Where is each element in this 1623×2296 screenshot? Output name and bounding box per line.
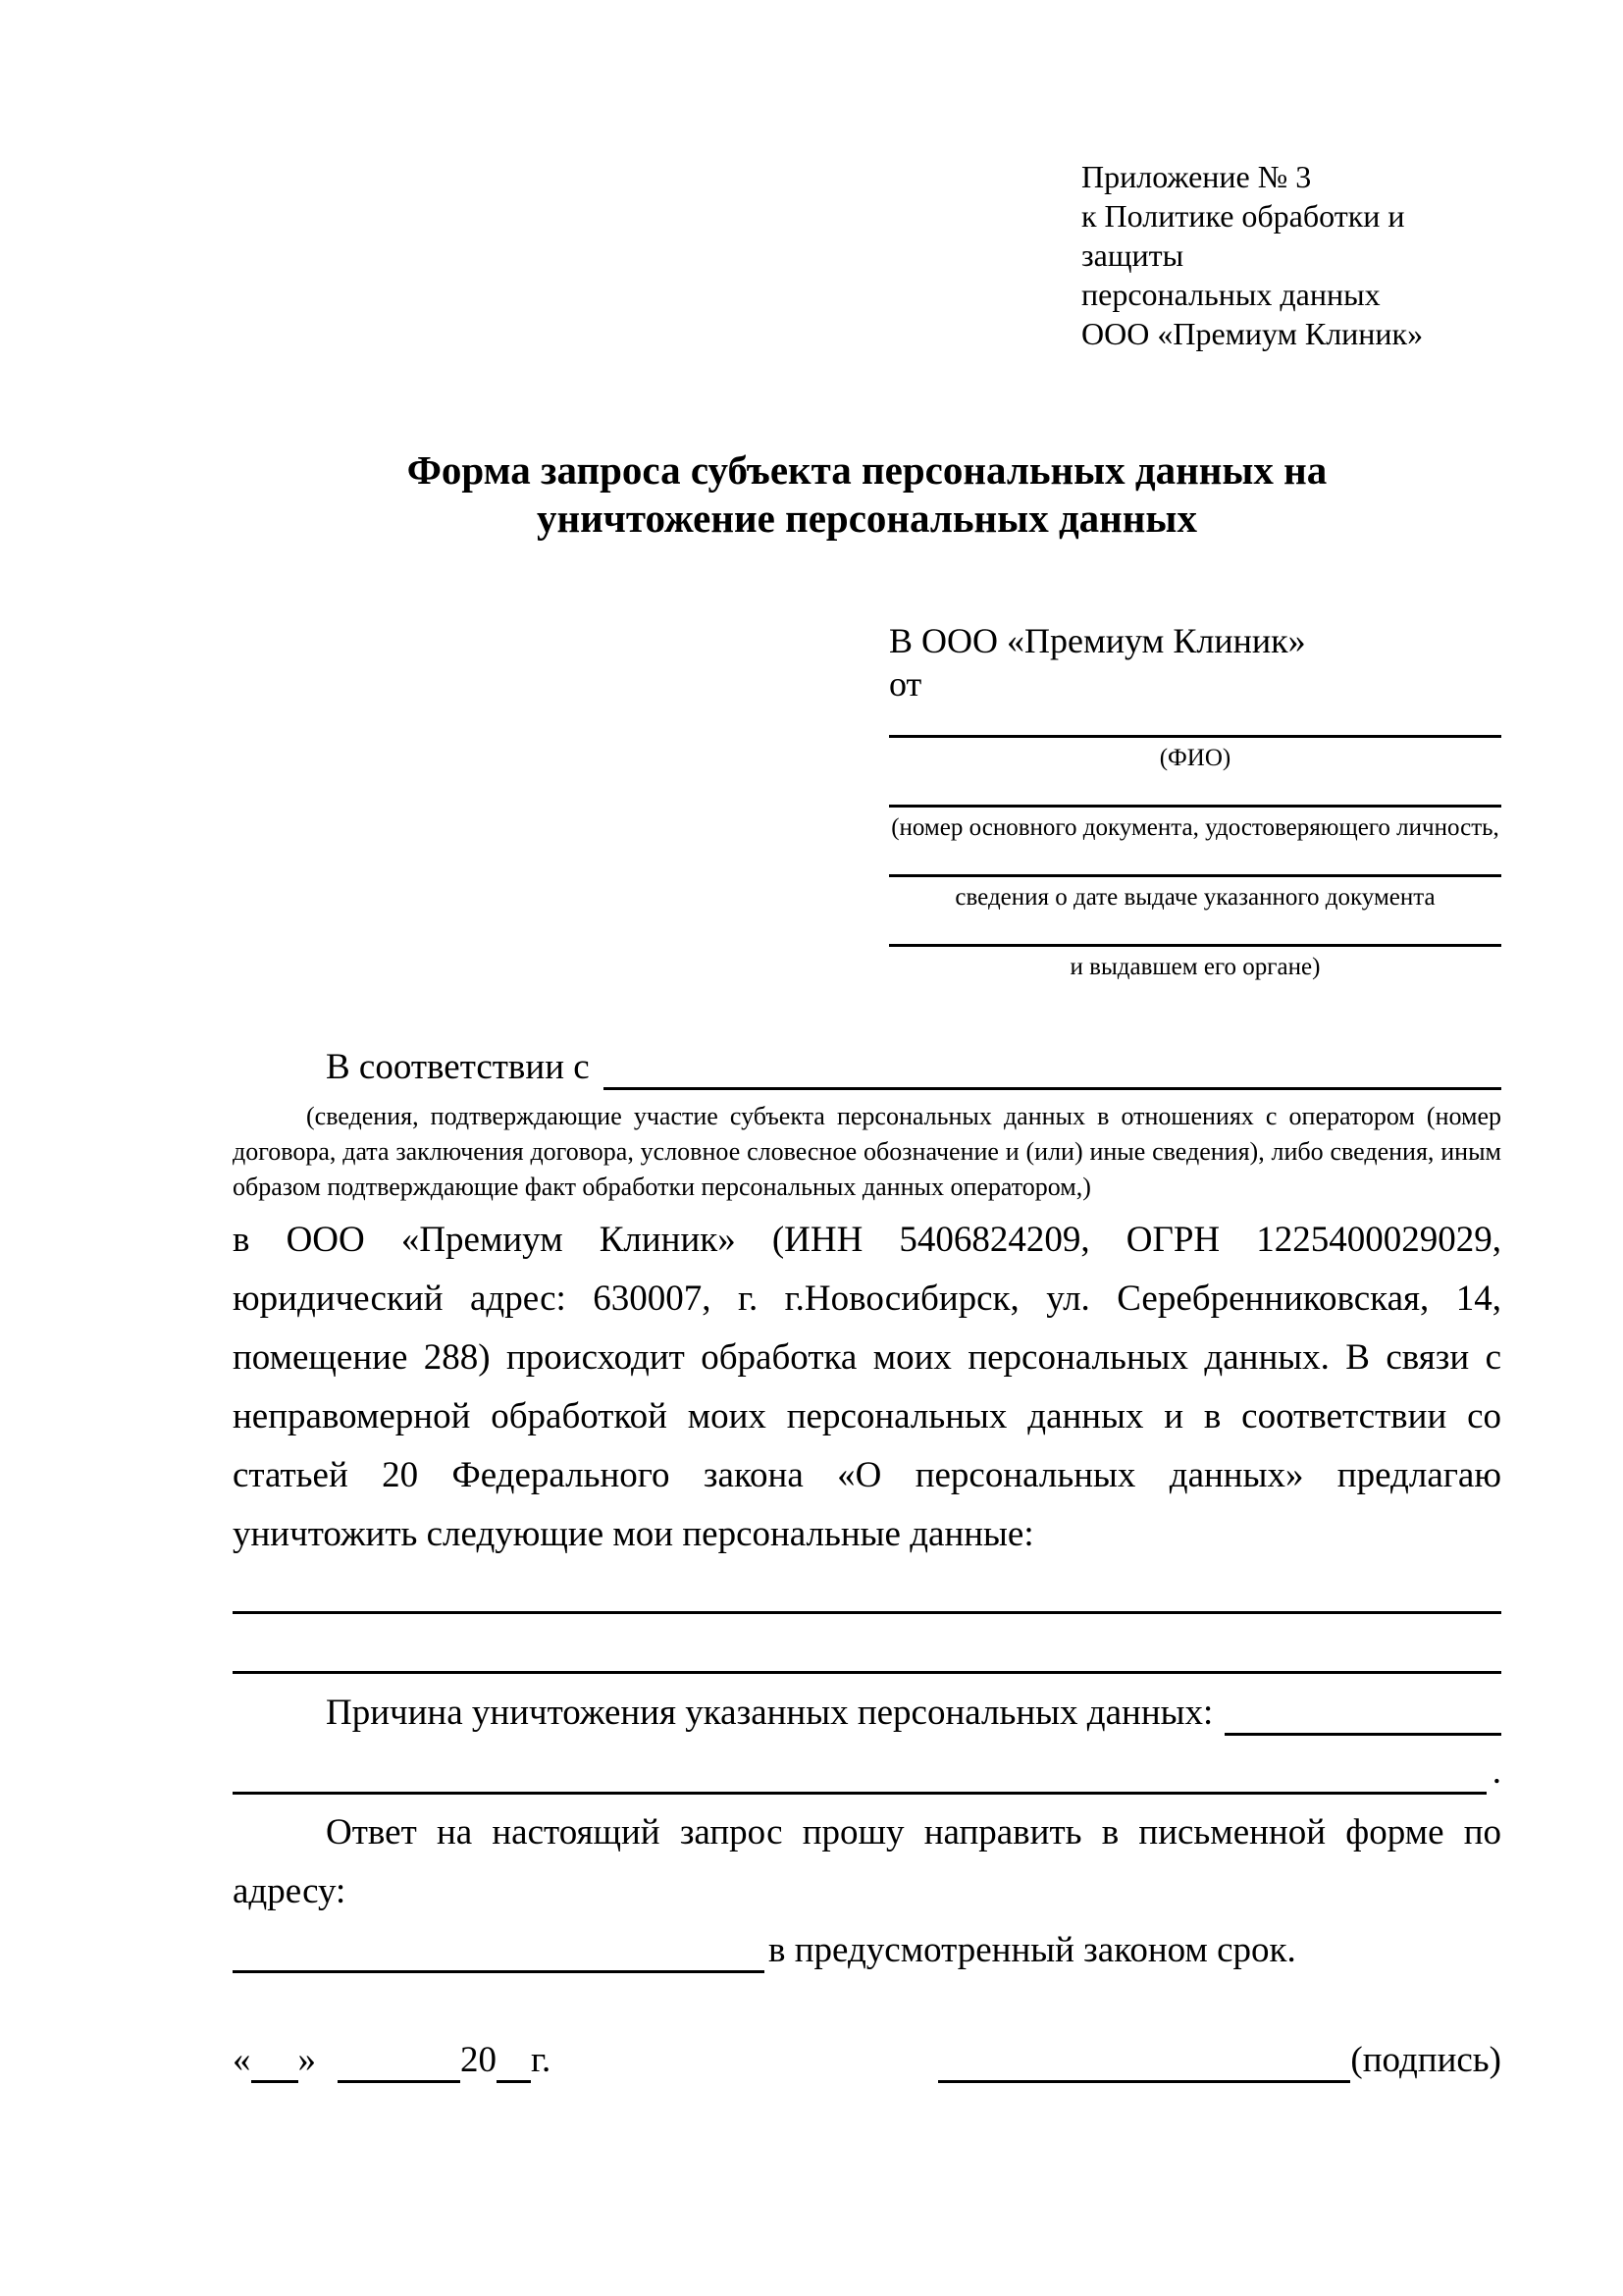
- body-paragraph: в ООО «Премиум Клиник» (ИНН 5406824209, ОГРН 1225400029029, юридический адрес: 630007, г. г.Новосибирск, ул. Серебренниковская, 14, помещение 288) происходит обработка моих персональных данных. В связи с неправомерной обработкой моих персональных данных и в соответствии со статьей 20 Федерального закона «О персональных данных» предлагаю уничтожить следующие мои персональные данные:: [233, 1220, 1501, 1554]
- date-group: [233, 2031, 550, 2090]
- organization-name: ООО «Премиум Клиник»: [1081, 316, 1424, 351]
- addressee-organization: В ООО «Премиум Клиник»: [889, 621, 1306, 660]
- signature-group: [938, 2031, 1501, 2090]
- date-day-blank: [251, 2031, 298, 2083]
- fio-caption: (ФИО): [1159, 745, 1231, 771]
- addressee-block: [889, 619, 1501, 984]
- response-address-row: [233, 1921, 1501, 1980]
- issue-date-blank-line: [889, 874, 1501, 877]
- reason-period: .: [1492, 1751, 1501, 1792]
- reason-label: Причина уничтожения указанных персональных данных:: [326, 1693, 1214, 1733]
- reason-row: [233, 1684, 1501, 1743]
- fio-blank-line: [889, 735, 1501, 738]
- date-year-prefix: 20: [460, 2040, 497, 2080]
- paragraph-indent: [233, 1684, 326, 1743]
- policy-reference-line-1: к Политике обработки и защиты: [1081, 198, 1405, 273]
- date-year-blank: [497, 2031, 531, 2083]
- address-blank-line: [233, 1921, 764, 1973]
- reason-continuation-row: [233, 1743, 1501, 1801]
- date-quote-open: «: [233, 2040, 251, 2080]
- issue-date-field: [889, 874, 1501, 914]
- personal-data-blank-line-2: [233, 1671, 1501, 1674]
- reason-blank-line-2: [233, 1743, 1487, 1795]
- appendix-header: [1081, 157, 1503, 353]
- issuing-authority-caption: и выдавшем его органе): [1070, 954, 1321, 980]
- appendix-number: Приложение № 3: [1081, 159, 1312, 194]
- accordance-note: (сведения, подтверждающие участие субъекта персональных данных в отношениях с оператором (номер договора, дата заключения договора, условное словесное обозначение и (или) иные сведения), либо сведения, иным образом подтверждающие факт обработки персональных данных оператором,): [233, 1102, 1501, 1201]
- issuing-authority-field: [889, 944, 1501, 984]
- fio-field: [889, 735, 1501, 775]
- document-number-blank-line: [889, 805, 1501, 808]
- issuing-authority-blank-line: [889, 944, 1501, 947]
- response-request-line: Ответ на настоящий запрос прошу направить в письменной форме по адресу:: [233, 1812, 1501, 1911]
- reason-blank-line: [1225, 1684, 1501, 1736]
- signature-caption: (подпись): [1350, 2040, 1501, 2080]
- from-label: от: [889, 664, 922, 704]
- accordance-row: [233, 1038, 1501, 1097]
- date-year-suffix: г.: [531, 2040, 551, 2080]
- accordance-blank-line: [603, 1038, 1501, 1090]
- paragraph-indent: [233, 1038, 326, 1097]
- date-month-blank: [338, 2031, 460, 2083]
- document-title: Форма запроса субъекта персональных данных на уничтожение персональных данных: [406, 447, 1328, 541]
- document-number-field: [889, 805, 1501, 845]
- personal-data-blank-line-1: [233, 1611, 1501, 1614]
- accordance-lead: В соответствии с: [326, 1047, 590, 1087]
- response-term-text: в предусмотренный законом срок.: [768, 1930, 1296, 1970]
- date-quote-close: »: [297, 2040, 316, 2080]
- signature-blank-line: [938, 2031, 1350, 2083]
- issue-date-caption: сведения о дате выдаче указанного документа: [955, 884, 1436, 911]
- policy-reference-line-2: персональных данных: [1081, 277, 1381, 312]
- document-number-caption: (номер основного документа, удостоверяющего личность,: [891, 814, 1499, 841]
- footer-row: [233, 2031, 1501, 2090]
